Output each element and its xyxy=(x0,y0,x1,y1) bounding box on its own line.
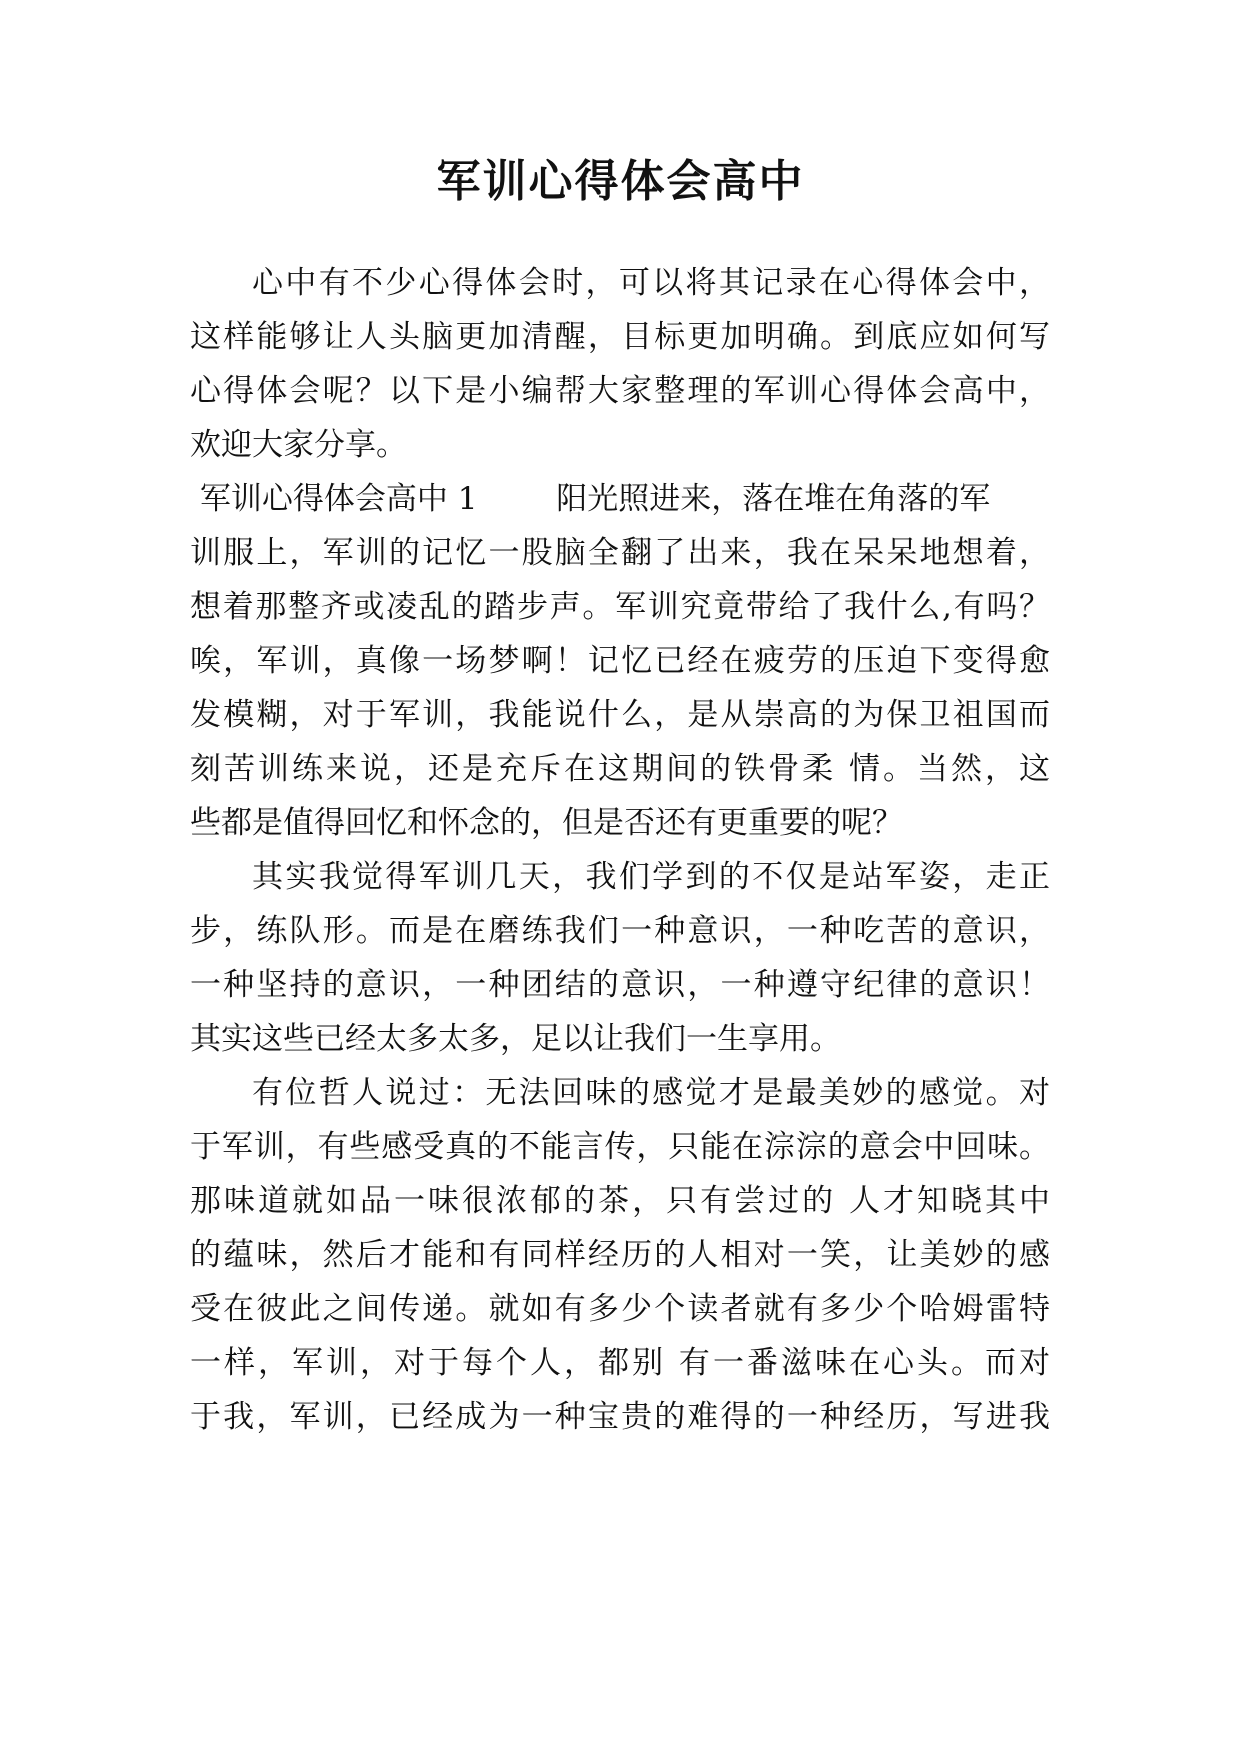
paragraph-line: 那味道就如品一味很浓郁的茶，只有尝过的 人才知晓其中 xyxy=(190,1183,1050,1219)
paragraph-line: 想着那整齐或凌乱的踏步声。军训究竟带给了我什么,有吗？ xyxy=(190,589,1050,625)
paragraph-line: 些都是值得回忆和怀念的，但是否还有更重要的呢？ xyxy=(190,805,903,841)
paragraph-line: 一种坚持的意识，一种团结的意识，一种遵守纪律的意识！ xyxy=(190,967,1050,1003)
paragraph-line: 受在彼此之间传递。就如有多少个读者就有多少个哈姆雷特 xyxy=(190,1291,1050,1327)
paragraph-line: 心中有不少心得体会时，可以将其记录在心得体会中， xyxy=(252,265,1050,301)
paragraph-line: 发模糊，对于军训，我能说什么，是从崇高的为保卫祖国而 xyxy=(190,697,1050,733)
paragraph-line: 的蕴味，然后才能和有同样经历的人相对一笑，让美妙的感 xyxy=(190,1237,1050,1273)
paragraph-line: 其实这些已经太多太多，足以让我们一生享用。 xyxy=(190,1021,841,1057)
paragraph-line: 步，练队形。而是在磨练我们一种意识，一种吃苦的意识， xyxy=(190,913,1050,949)
paragraph-line: 于军训，有些感受真的不能言传，只能在淙淙的意会中回味。 xyxy=(190,1129,1050,1165)
paragraph-line: 于我，军训，已经成为一种宝贵的难得的一种经历，写进我 xyxy=(190,1399,1050,1435)
section-heading-line: 军训心得体会高中 1 阳光照进来，落在堆在角落的军 xyxy=(190,481,991,517)
paragraph-line: 欢迎大家分享。 xyxy=(190,427,407,463)
paragraph-line: 这样能够让人头脑更加清醒，目标更加明确。到底应如何写 xyxy=(190,319,1050,355)
paragraph-line: 其实我觉得军训几天，我们学到的不仅是站军姿，走正 xyxy=(252,859,1050,895)
paragraph-line: 一样，军训，对于每个人，都别 有一番滋味在心头。而对 xyxy=(190,1345,1050,1381)
paragraph-line: 有位哲人说过：无法回味的感觉才是最美妙的感觉。对 xyxy=(252,1075,1050,1111)
paragraph-line: 训服上，军训的记忆一股脑全翻了出来，我在呆呆地想着， xyxy=(190,535,1050,571)
paragraph-line: 刻苦训练来说，还是充斥在这期间的铁骨柔 情。当然，这 xyxy=(190,751,1050,787)
paragraph-line: 唉，军训，真像一场梦啊！记忆已经在疲劳的压迫下变得愈 xyxy=(190,643,1050,679)
paragraph-line: 心得体会呢？以下是小编帮大家整理的军训心得体会高中， xyxy=(190,373,1050,409)
document-title: 军训心得体会高中 xyxy=(436,156,805,207)
